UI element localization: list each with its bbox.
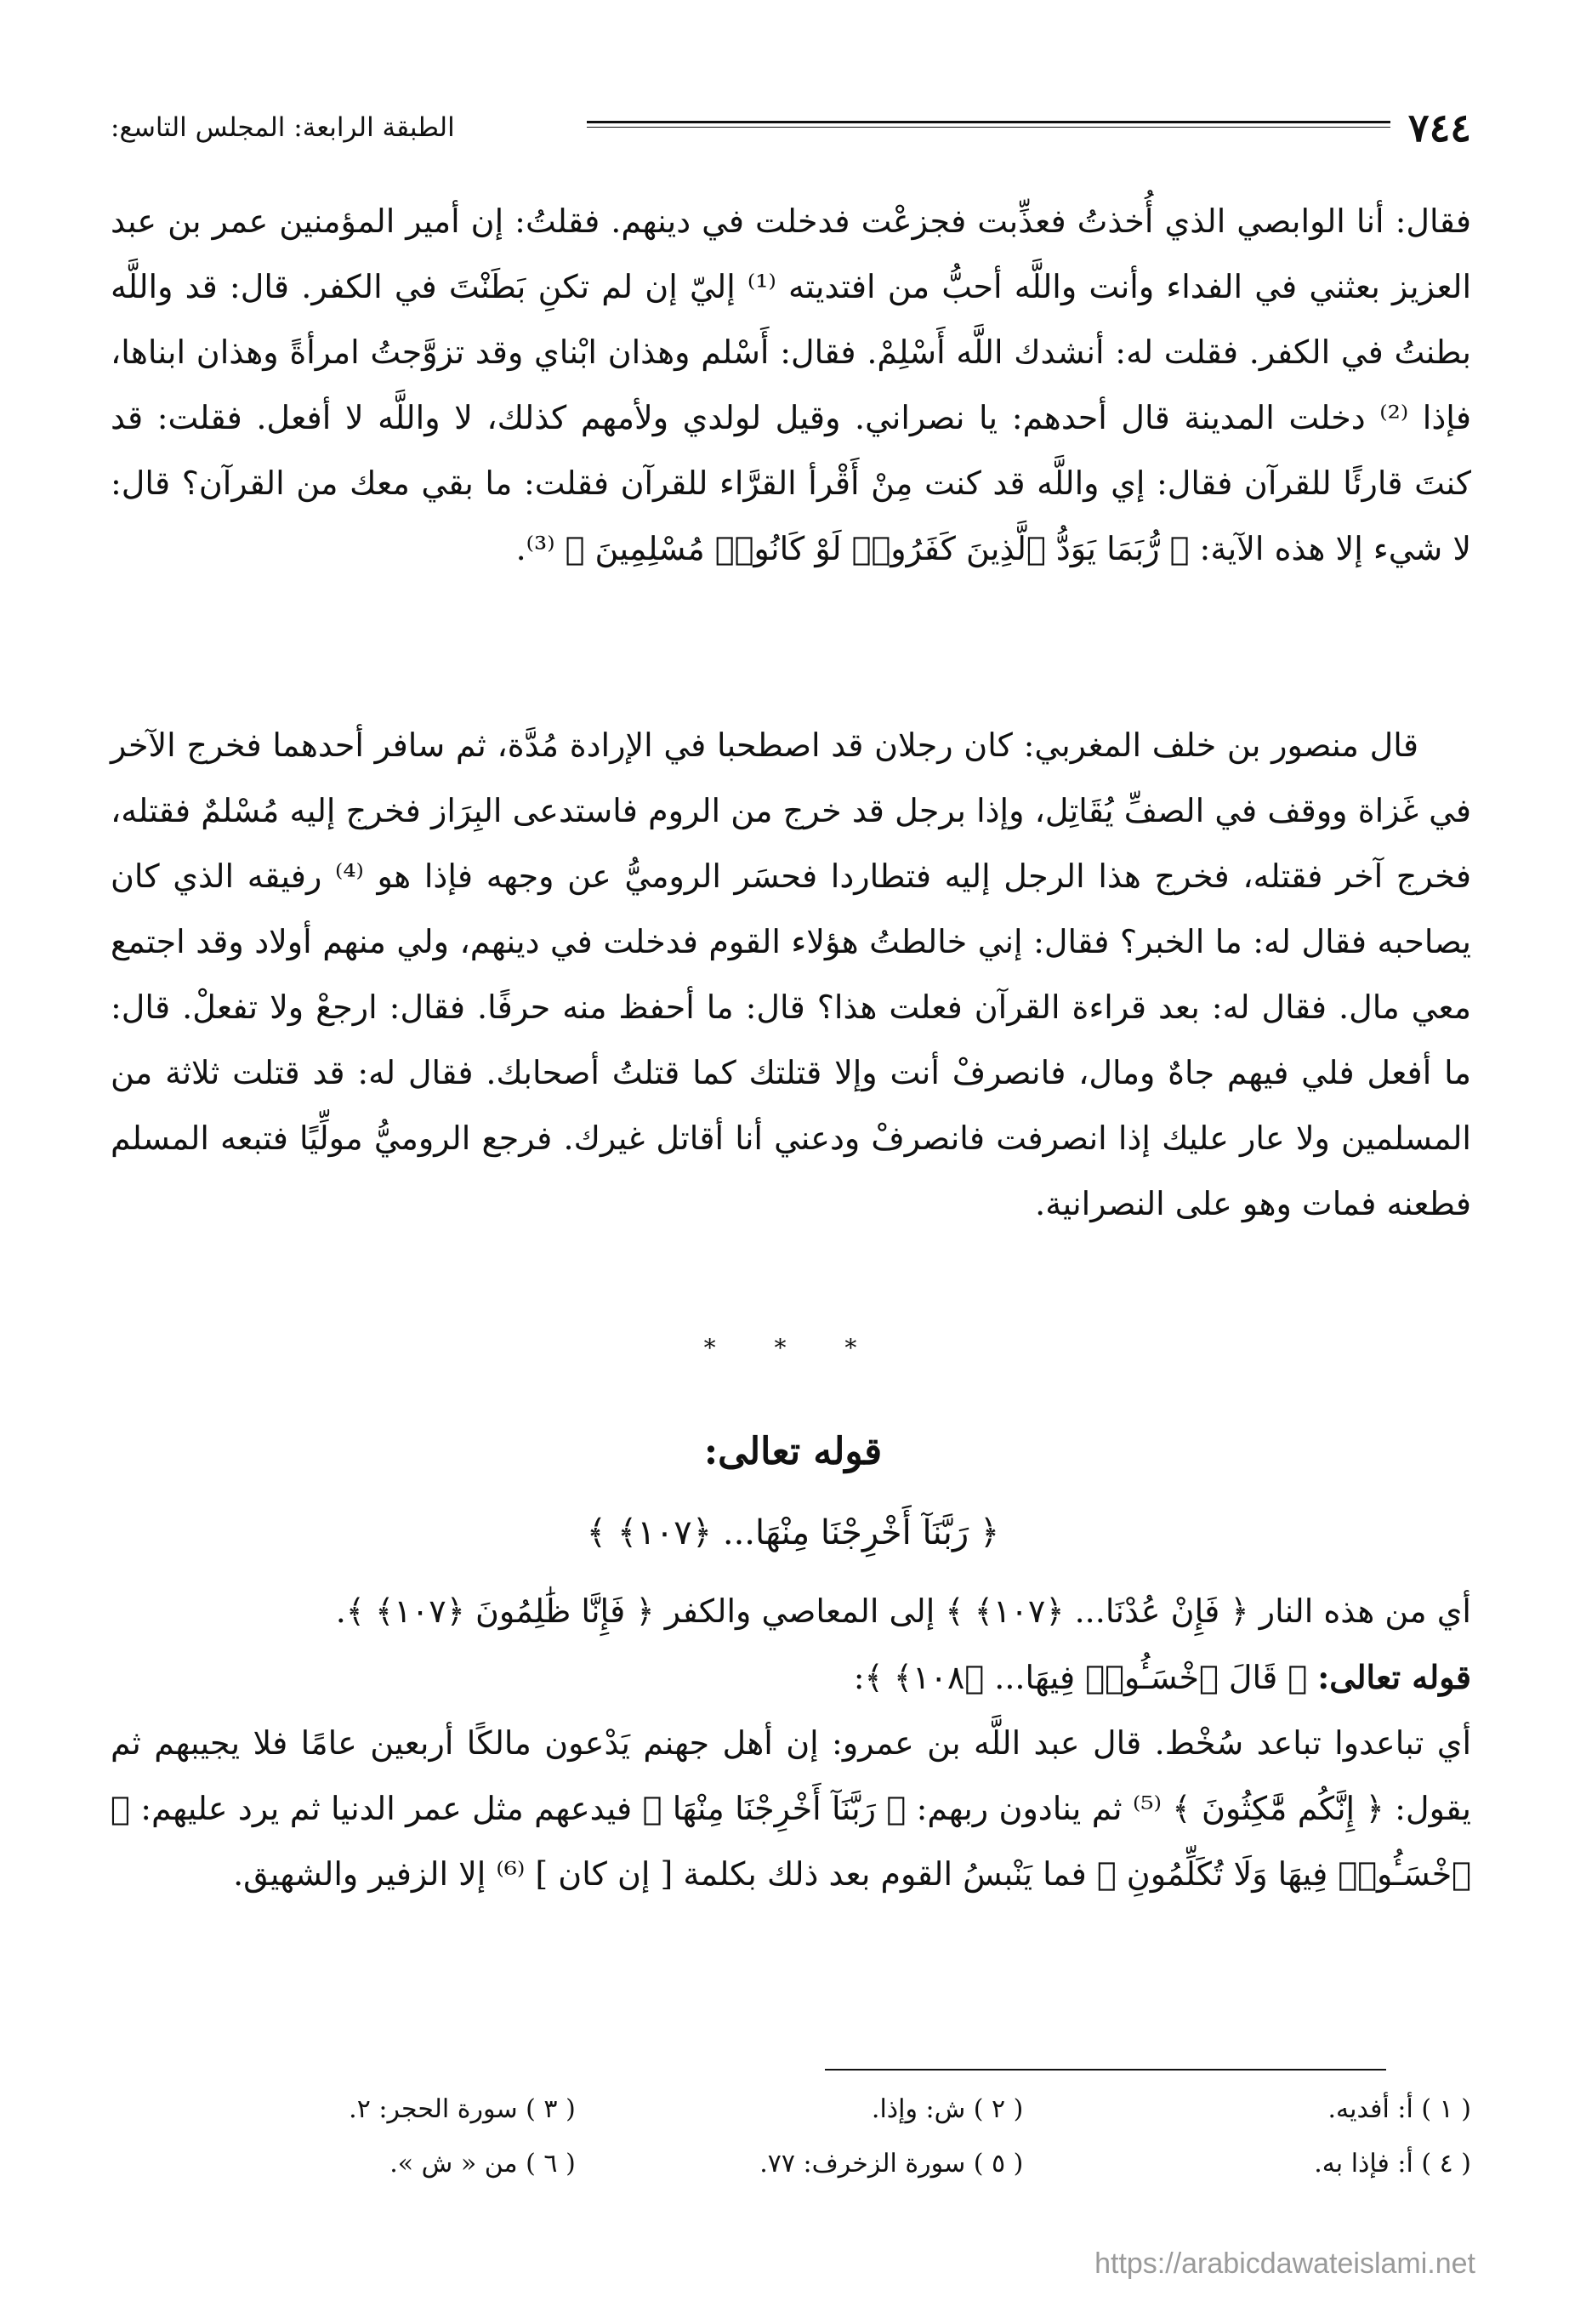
verse-ref: ﴿ قَالَ ٱخْسَـُٔوا۟ فِيهَا... ﴿١٠٨﴾ ﴾: xyxy=(853,1659,1318,1696)
quran-verse: ﴿ رَبَّنَآ أَخْرِجْنَا مِنْهَا... ﴿١٠٧﴾ ﴾ xyxy=(586,1513,1000,1552)
page-number: ٧٤٤ xyxy=(1407,105,1471,151)
commentary-paragraph: أي تباعدوا تباعد سُخْط. قال عبد اللَّه بن عمرو: إن أهل جهنم يَدْعون مالكًا أربعين عامًا فلا يجيبهم ثم يقول: ﴿ إِنَّكُم مَّٰكِثُونَ ﴾ ⁽⁵⁾ ثم ينادون ربهم: ﴿ رَبَّنَآ أَخْرِجْنَا مِنْهَا ﴾ فيدعهم مثل عمر الدنيا ثم يرد عليهم: ﴿ ٱخْسَـُٔوا۟ فِيهَا وَلَا تُكَلِّمُونِ ﴾ فما يَنْبسُ القوم بعد ذلك بكلمة [ إن كان ] ⁽⁶⁾ إلا الزفير والشهيق. xyxy=(111,1724,1471,1893)
footnote: ( ٦ ) من « ش ». xyxy=(389,2149,576,2179)
commentary-line: أي من هذه النار ﴿ فَإِنْ عُدْنَا... ﴿١٠٧﴾ ﴾ إلى المعاصي والكفر ﴿ فَإِنَّا ظَٰلِمُونَ ﴿١٠٧﴾ ﴾. xyxy=(335,1592,1471,1630)
watermark-url: https://arabicdawateislami.net xyxy=(1094,2247,1475,2280)
footnote: ( ١ ) أ: أفديه. xyxy=(1327,2094,1471,2124)
running-header xyxy=(111,102,1471,153)
header-title: الطبقة الرابعة: المجلس التاسع: xyxy=(111,112,455,143)
header-rule xyxy=(587,121,1390,128)
paragraph-wabisi-story xyxy=(111,189,1471,582)
footnote-rule xyxy=(825,2069,1386,2071)
footnote: ( ٤ ) أ: فإذا به. xyxy=(1314,2149,1471,2179)
commentary-block xyxy=(111,1579,1471,1907)
section-heading: قوله تعالى: xyxy=(703,1430,883,1473)
body-paragraph: فقال: أنا الوابصي الذي أُخذتُ فعذِّبت فجزعْت فدخلت في دينهم. فقلتُ: إن أمير المؤمنين عمر بن عبد العزيز بعثني في الفداء وأنت واللَّه أحبُّ من افتديته ⁽¹⁾ إليّ إن لم تكنِ بَطَنْتَ في الكفر. قال: قد واللَّه بطنتُ في الكفر. فقلت له: أنشدك اللَّه أَسْلِمْ. فقال: أَسْلم وهذان ابْناي وقد تزوَّجتُ امرأةً وهذان ابناها، فإذا ⁽²⁾ دخلت المدينة قال أحدهم: يا نصراني. وقيل لولدي ولأمهم كذلك، لا واللَّه لا أفعل. فقلت: قد كنتَ قارئًا للقرآن فقال: إي واللَّه قد كنت مِنْ أَقْرأ القرَّاء للقرآن فقلت: ما بقي معك من القرآن؟ قال: لا شيء إلا هذه الآية: ﴿ رُّبَمَا يَوَدُّ ٱلَّذِينَ كَفَرُوا۟ لَوْ كَانُوا۟ مُسْلِمِينَ ﴾ ⁽³⁾. xyxy=(111,202,1471,567)
lead-phrase: قوله تعالى: xyxy=(1317,1658,1471,1696)
footnote: ( ٥ ) سورة الزخرف: ٧٧. xyxy=(759,2149,1024,2179)
footnotes xyxy=(128,2082,1471,2191)
footnote: ( ٢ ) ش: وإذا. xyxy=(871,2094,1024,2124)
section-separator: * * * xyxy=(703,1334,883,1362)
paragraph-mansur-story xyxy=(111,713,1471,1237)
footnote: ( ٣ ) سورة الحجر: ٢. xyxy=(349,2094,576,2124)
commentary-line xyxy=(111,1644,1471,1711)
footnote-row xyxy=(128,2082,1471,2137)
body-paragraph: قال منصور بن خلف المغربي: كان رجلان قد اصطحبا في الإرادة مُدَّة، ثم سافر أحدهما فخرج الآخر في غَزاة ووقف في الصفِّ يُقَاتِل، وإذا برجل قد خرج من الروم فاستدعى البِرَاز فخرج إليه مُسْلمٌ فقتله، فخرج آخر فقتله، فخرج هذا الرجل إليه فتطاردا فحسَر الروميُّ عن وجهه فإذا هو ⁽⁴⁾ رفيقه الذي كان يصاحبه فقال له: ما الخبر؟ فقال: إني خالطتُ هؤلاء القوم فدخلت في دينهم، ولي منهم أولاد وقد اجتمع معي مال. فقال له: بعد قراءة القرآن فعلت هذا؟ قال: ما أحفظ منه حرفًا. فقال: ارجعْ ولا تفعلْ. قال: ما أفعل فلي فيهم جاهٌ ومال، فانصرفْ أنت وإلا قتلتك كما قتلتُ أصحابك. فقال له: قد قتلت ثلاثة من المسلمين ولا عار عليك إذا انصرفت فانصرفْ ودعني أنا أقاتل غيرك. فرجع الروميُّ مولِّيًا فتبعه المسلم فطعنه فمات وهو على النصرانية. xyxy=(111,726,1471,1222)
footnote-row xyxy=(128,2137,1471,2191)
